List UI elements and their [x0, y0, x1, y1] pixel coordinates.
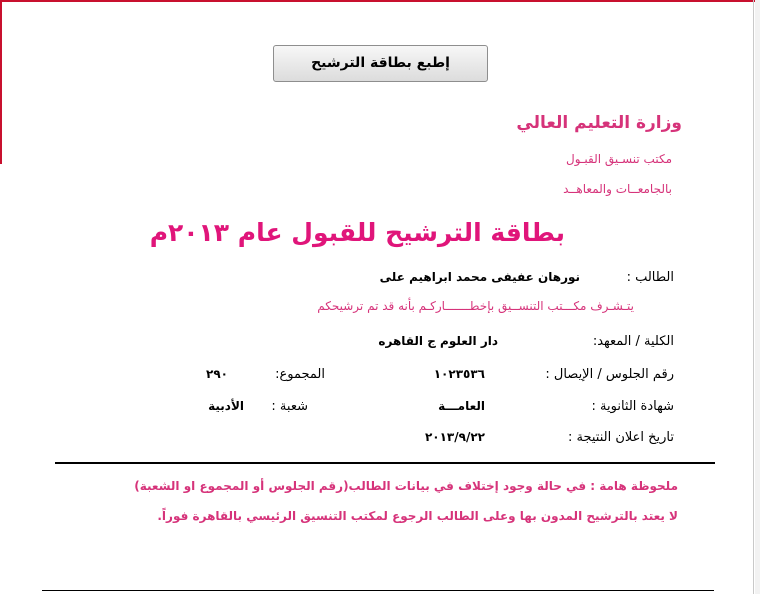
- college-value: دار العلوم ج القاهره: [378, 334, 498, 348]
- office-line-1: مكتب تنسـيق القبـول: [565, 152, 672, 166]
- divider-top: [55, 462, 715, 464]
- total-label: المجموع:: [275, 367, 325, 382]
- page-frame-left: [0, 0, 2, 164]
- page-frame-top: [0, 0, 760, 2]
- total-value: ٢٩٠: [206, 367, 228, 381]
- branch-value: الأدبية: [208, 399, 244, 413]
- seat-number-value: ١٠٢٣٥٣٦: [433, 367, 485, 381]
- divider-bottom: [42, 590, 714, 591]
- student-name: نورهان عفيفى محمد ابراهيم على: [379, 270, 580, 284]
- page-frame-right: [753, 0, 754, 594]
- ministry-title: وزارة التعليم العالي: [516, 113, 682, 133]
- branch-label: شعبة :: [271, 399, 308, 414]
- print-card-button[interactable]: إطبع بطاقة الترشيح: [273, 45, 488, 82]
- student-label: الطالب :: [626, 270, 674, 285]
- certificate-value: العامـــة: [438, 399, 485, 413]
- card-title: بطاقة الترشيح للقبول عام ٢٠١٣م: [149, 218, 565, 247]
- result-date-value: ٢٠١٣/٩/٢٢: [424, 430, 485, 444]
- important-note-line-1: ملحوظة هامة : في حالة وجود إختلاف في بيانات الطالب(رقم الجلوس أو المجموع او الشعبة): [134, 479, 678, 493]
- office-line-2: بالجامعــات والمعاهــد: [563, 182, 672, 196]
- seat-number-label: رقم الجلوس / الإيصال :: [545, 367, 674, 382]
- certificate-label: شهادة الثانوية :: [591, 399, 674, 414]
- important-note-line-2: لا يعتد بالترشيح المدون بها وعلى الطالب الرجوع لمكتب التنسيق الرئيسي بالقاهرة فوراً.: [157, 509, 678, 523]
- result-date-label: تاريخ اعلان النتيجة :: [567, 430, 674, 445]
- college-label: الكلية / المعهد:: [592, 334, 674, 349]
- nomination-notice: يتـشـرف مكـــتب التنســيق بإخطـــــــاركـم بأنه قد تم ترشيحكم: [317, 299, 634, 313]
- page-scroll-edge: [755, 0, 760, 594]
